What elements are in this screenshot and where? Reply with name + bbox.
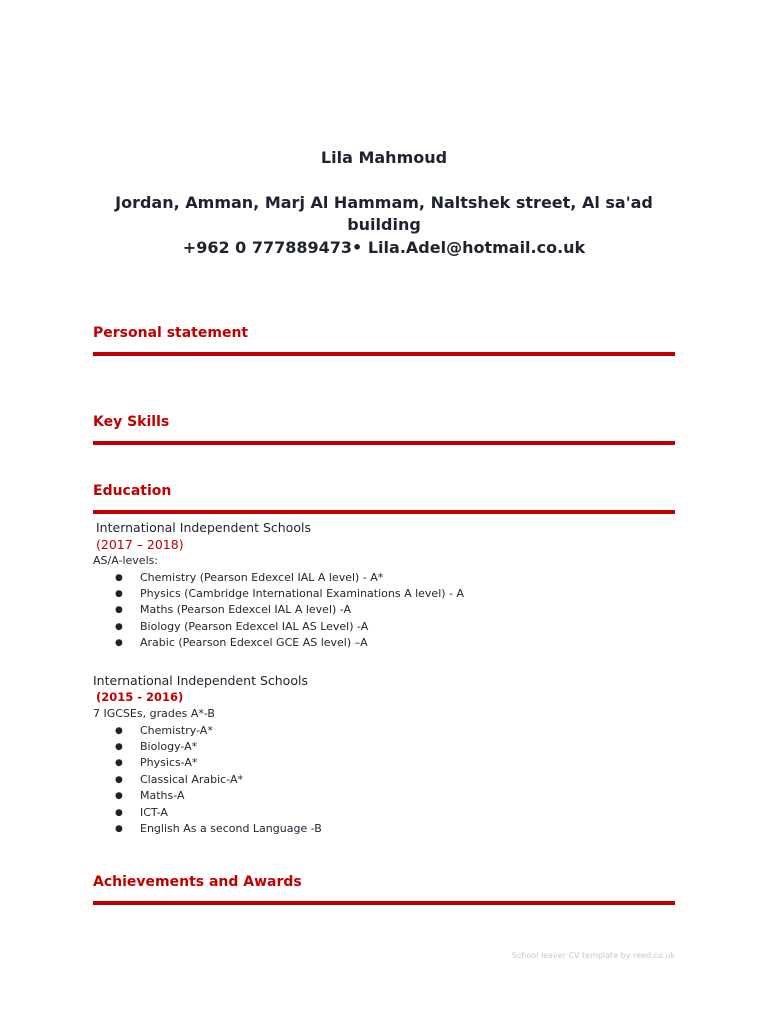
bullet-icon: ● bbox=[115, 823, 123, 834]
grade-text: Classical Arabic-A* bbox=[140, 772, 243, 786]
grade-text: Biology-A* bbox=[140, 739, 198, 753]
education-entry-1 bbox=[93, 519, 675, 652]
grade-text: Biology (Pearson Edexcel IAL AS Level) -A bbox=[140, 619, 369, 633]
section-title-achievements: Achievements and Awards bbox=[93, 874, 302, 890]
address-line-2: building bbox=[347, 215, 421, 234]
address-line-1: Jordan, Amman, Marj Al Hammam, Naltshek street, Al sa'ad bbox=[115, 193, 653, 212]
grade-text: Physics-A* bbox=[140, 756, 198, 770]
school-years: (2017 – 2018) bbox=[96, 537, 184, 552]
grades-list bbox=[93, 570, 675, 652]
section-title-key-skills: Key Skills bbox=[93, 414, 170, 430]
section-divider bbox=[93, 352, 675, 356]
bullet-icon: ● bbox=[115, 621, 123, 632]
section-title-education: Education bbox=[93, 483, 172, 499]
grade-text: English As a second Language -B bbox=[140, 821, 322, 835]
bullet-icon: ● bbox=[115, 774, 123, 785]
list-item bbox=[93, 570, 675, 586]
education-entry-2 bbox=[93, 672, 675, 837]
section-title-personal-statement: Personal statement bbox=[93, 325, 249, 341]
bullet-icon: ● bbox=[115, 725, 123, 736]
grade-text: Chemistry-A* bbox=[140, 723, 213, 737]
contact-line: +962 0 777889473• Lila.Adel@hotmail.co.uk bbox=[182, 238, 586, 257]
bullet-icon: ● bbox=[115, 807, 123, 818]
list-item bbox=[93, 739, 675, 755]
grade-text: Physics (Cambridge International Examinations A level) - A bbox=[140, 586, 465, 600]
section-divider bbox=[93, 441, 675, 445]
grade-text: Maths (Pearson Edexcel IAL A level) -A bbox=[140, 603, 352, 617]
list-item bbox=[93, 821, 675, 837]
school-name: International Independent Schools bbox=[96, 520, 311, 535]
grade-text: Chemistry (Pearson Edexcel IAL A level) - A* bbox=[140, 570, 384, 584]
school-name: International Independent Schools bbox=[93, 673, 308, 688]
list-item bbox=[93, 755, 675, 771]
section-divider bbox=[93, 901, 675, 905]
qualification-intro: 7 IGCSEs, grades A*-B bbox=[93, 707, 215, 720]
list-item bbox=[93, 805, 675, 821]
section-divider bbox=[93, 510, 675, 514]
list-item bbox=[93, 586, 675, 602]
candidate-name: Lila Mahmoud bbox=[320, 148, 448, 167]
list-item bbox=[93, 772, 675, 788]
grade-text: ICT-A bbox=[140, 805, 168, 819]
qualification-intro: AS/A-levels: bbox=[93, 554, 159, 567]
list-item bbox=[93, 723, 675, 739]
list-item bbox=[93, 602, 675, 618]
list-item bbox=[93, 635, 675, 651]
bullet-icon: ● bbox=[115, 758, 123, 769]
bullet-icon: ● bbox=[115, 572, 123, 583]
grades-list bbox=[93, 723, 675, 838]
grade-text: Arabic (Pearson Edexcel GCE AS level) –A bbox=[140, 636, 368, 650]
list-item bbox=[93, 788, 675, 804]
school-years: (2015 - 2016) bbox=[96, 690, 184, 704]
list-item bbox=[93, 619, 675, 635]
footer-credit: School leaver CV template by reed.co.uk bbox=[511, 951, 675, 960]
bullet-icon: ● bbox=[115, 791, 123, 802]
cv-header bbox=[93, 146, 675, 260]
bullet-icon: ● bbox=[115, 741, 123, 752]
grade-text: Maths-A bbox=[140, 789, 185, 803]
bullet-icon: ● bbox=[115, 588, 123, 599]
bullet-icon: ● bbox=[115, 605, 123, 616]
bullet-icon: ● bbox=[115, 638, 123, 649]
